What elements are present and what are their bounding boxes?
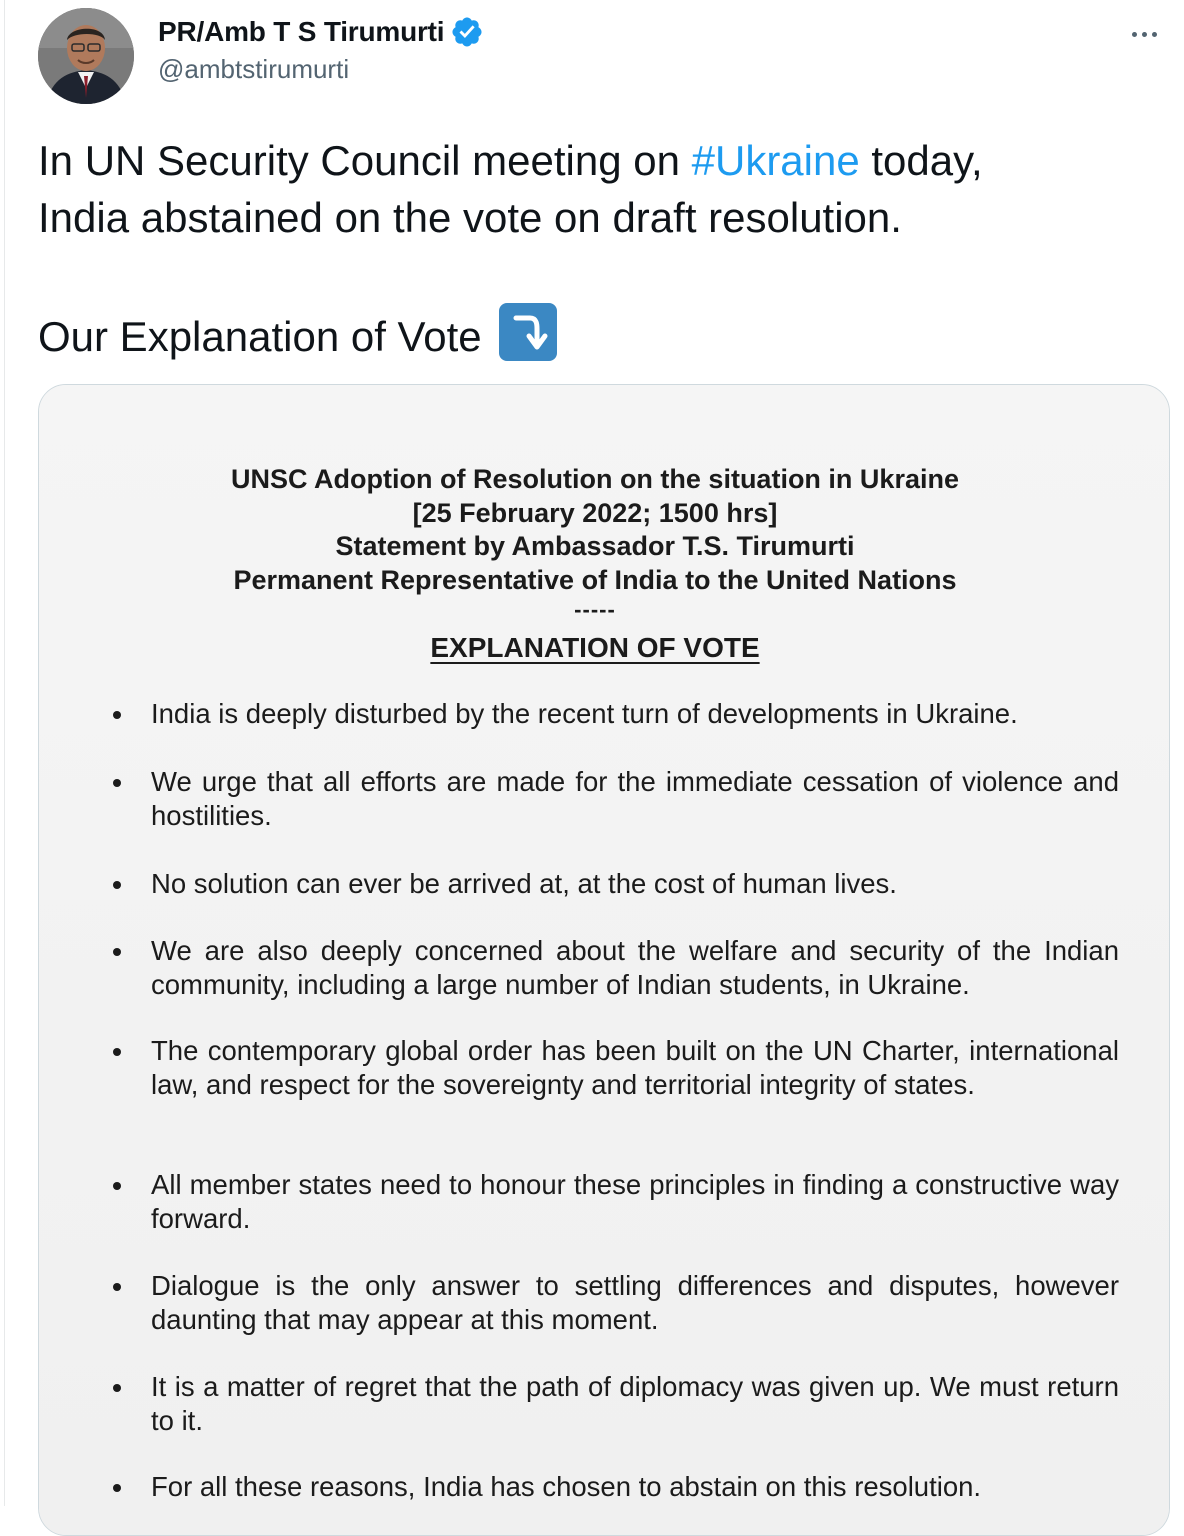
tweet-text	[38, 132, 1148, 365]
document-header-line: UNSC Adoption of Resolution on the situation in Ukraine	[231, 464, 959, 494]
document-header-line: Permanent Representative of India to the United Nations	[233, 564, 957, 595]
list-item-text: For all these reasons, India has chosen to abstain on this resolution.	[151, 1471, 982, 1502]
bullet-icon	[113, 1283, 121, 1291]
tweet-author[interactable]	[158, 14, 484, 85]
hashtag-link[interactable]: #Ukraine	[691, 137, 860, 184]
list-item-text: No solution can ever be arrived at, at the cost of human lives.	[151, 868, 897, 899]
list-item-text: We are also deeply concerned about the welfare and security of the Indian community, including a large number of Indian students, in Ukraine.	[151, 935, 1119, 1000]
profile-photo-icon	[38, 8, 134, 104]
tweet-line-1	[38, 132, 1148, 189]
tweet-line-2: India abstained on the vote on draft resolution.	[38, 194, 902, 241]
list-item-text: Dialogue is the only answer to settling differences and disputes, however daunting that may appear at this moment.	[151, 1270, 1119, 1335]
section-title-text: EXPLANATION OF VOTE	[430, 632, 760, 663]
document-header-line: [25 February 2022; 1500 hrs]	[412, 497, 778, 528]
bullet-icon	[113, 1484, 121, 1492]
list-item-text: The contemporary global order has been built on the UN Charter, international law, and respect for the sovereignty and territorial integrity of states.	[151, 1035, 1119, 1100]
tweet-text-segment: In UN Security Council meeting on	[38, 137, 692, 184]
list-item-text: All member states need to honour these principles in finding a constructive way forward.	[151, 1169, 1119, 1234]
document-separator: -----	[574, 597, 616, 622]
tweet-line-3	[38, 303, 1148, 365]
more-dot-icon	[1152, 32, 1157, 37]
arrow-curving-down-emoji-icon	[499, 303, 557, 361]
document-header-line: Statement by Ambassador T.S. Tirumurti	[335, 531, 855, 561]
list-item-text: India is deeply disturbed by the recent turn of developments in Ukraine.	[151, 698, 1018, 729]
tweet-line-break	[38, 246, 1148, 303]
display-name[interactable]: PR/Amb T S Tirumurti	[158, 16, 445, 47]
attached-image[interactable]	[38, 384, 1170, 1536]
bullet-icon	[113, 711, 121, 719]
bullet-icon	[113, 1048, 121, 1056]
statement-bullet-list	[39, 385, 1169, 1535]
bullet-icon	[113, 881, 121, 889]
tweet-text-segment: today,	[859, 137, 983, 184]
tweet-text-segment: Our Explanation of Vote	[38, 313, 482, 360]
verified-badge-icon	[450, 15, 484, 49]
list-item-text: We urge that all efforts are made for the immediate cessation of violence and hostilities.	[151, 766, 1119, 831]
bullet-icon	[113, 1182, 121, 1190]
bullet-icon	[113, 1384, 121, 1392]
bullet-icon	[113, 779, 121, 787]
more-options-button[interactable]	[1122, 20, 1166, 48]
list-item-text: It is a matter of regret that the path of diplomacy was given up. We must return to it.	[151, 1371, 1119, 1436]
statement-document	[39, 385, 1169, 1535]
avatar[interactable]	[38, 8, 134, 104]
display-name-row[interactable]	[158, 14, 484, 50]
user-handle[interactable]: @ambtstirumurti	[158, 54, 350, 84]
more-dot-icon	[1142, 32, 1147, 37]
bullet-icon	[113, 948, 121, 956]
more-dot-icon	[1132, 32, 1137, 37]
